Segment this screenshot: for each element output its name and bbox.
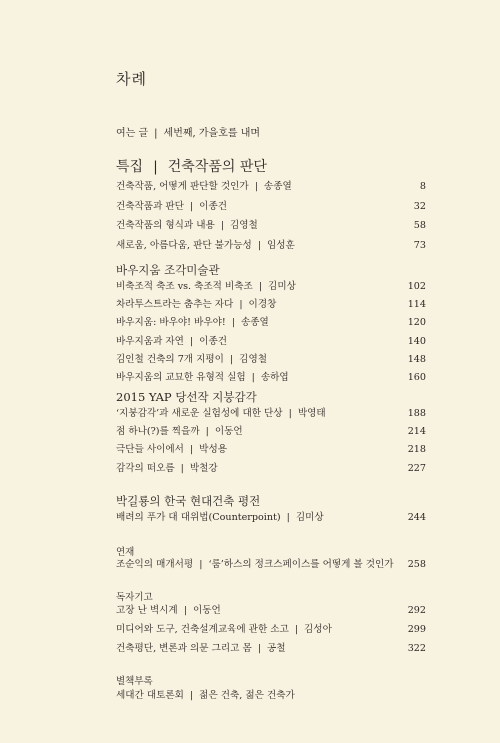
toc-entry[interactable] [116,689,426,703]
entry-author: 박성용 [199,444,227,456]
divider: | [180,462,184,474]
divider: | [189,335,194,347]
divider: | [205,426,209,438]
intro-label: 여는 글 [116,128,149,139]
intro-title: 세번째, 가을호를 내며 [163,128,261,139]
entry-page-number: 114 [407,299,426,311]
section-header-supplement: 별책부록 [116,676,153,687]
entry-text [116,353,267,367]
toc-entry[interactable] [116,407,426,421]
entry-page-number: 188 [407,408,426,419]
toc-entry[interactable] [116,558,426,572]
divider: | [220,220,225,231]
entry-author: 이종건 [199,200,227,212]
section-header-park: 박길룡의 한국 현대건축 평전 [116,494,261,508]
entry-text [116,425,243,439]
entry-text [116,280,296,294]
entry-title: 감각의 떠오름 [116,462,175,474]
toc-entry[interactable] [116,335,426,349]
toc-entry[interactable] [116,511,426,525]
divider: | [257,239,261,251]
divider: | [257,643,261,654]
entry-page-number: 227 [407,462,426,474]
entry-title: 조순익의 매개서평 [116,559,194,570]
entry-page-number: 244 [407,512,426,523]
entry-author: 박철강 [189,462,218,474]
entry-title: 건축작품의 형식과 내용 [116,220,215,231]
entry-author: 젊은 건축, 젊은 건축가 [199,690,295,701]
toc-entry[interactable] [116,604,426,618]
entry-page-number: 8 [419,181,426,192]
toc-entry[interactable] [116,425,426,439]
entry-text [116,335,227,349]
divider: | [231,317,235,329]
divider: | [189,444,194,456]
divider: | [153,159,158,175]
section-header-bauhaus: 바우지움 조각미술관 [116,263,220,277]
entry-page-number: 32 [413,200,426,212]
entry-page-number: 258 [407,559,426,570]
entry-author: 김미상 [268,281,296,292]
entry-title: 건축평단, 변론과 의문 그리고 몸 [116,643,252,654]
toc-entry[interactable] [116,443,426,457]
entry-title: 세대간 대토론회 [116,690,184,701]
entry-author: 김영철 [239,353,267,365]
entry-title: ‘지붕감각’과 새로운 실험성에 대한 단상 [116,408,283,419]
entry-text [116,443,227,457]
entry-page-number: 299 [407,624,426,635]
divider: | [183,605,187,616]
entry-text [116,180,292,194]
entry-page-number: 140 [407,335,426,347]
divider: | [199,559,203,570]
entry-page-number: 73 [413,239,426,251]
divider: | [239,299,243,311]
entry-title: 바우지움과 자연 [116,335,184,347]
toc-entry[interactable] [116,219,426,233]
entry-text [116,298,276,312]
section-header-serial: 연재 [116,547,135,558]
entry-title: 건축작품과 판단 [116,200,184,212]
divider: | [189,690,194,701]
section-title: 건축작품의 판단 [167,159,267,175]
entry-page-number: 160 [407,372,426,383]
page-title: 차례 [116,70,147,88]
divider: | [189,200,194,212]
divider: | [286,512,290,523]
entry-author: 이동언 [192,605,221,616]
entry-page-number: 292 [407,605,426,616]
entry-text [116,316,269,330]
entry-page-number: 148 [407,353,426,365]
toc-entry[interactable] [116,642,426,656]
divider: | [288,408,292,419]
divider: | [251,372,255,383]
section-header-feature [116,156,267,176]
entry-text [116,407,326,421]
entry-author: 공철 [266,643,286,654]
entry-title: 건축작품, 어떻게 판단할 것인가 [116,181,249,192]
entry-text [116,689,295,703]
entry-text [116,642,286,656]
entry-author: 송종열 [263,181,292,192]
entry-author: 이종건 [199,335,227,347]
entry-author: ‘룸’하스의 정크스페이스를 어떻게 볼 것인가 [208,559,394,570]
section-header-yap: 2015 YAP 당선작 지붕감각 [116,390,257,404]
entry-text [116,371,289,385]
entry-author: 송하엽 [260,372,289,383]
toc-entry[interactable] [116,462,426,476]
toc-entry[interactable] [116,316,426,330]
divider: | [229,353,234,365]
entry-page-number: 214 [407,426,426,438]
toc-entry[interactable] [116,200,426,214]
toc-entry[interactable] [116,371,426,385]
toc-entry[interactable] [116,353,426,367]
entry-text [116,558,394,572]
entry-author: 김영철 [230,220,258,231]
entry-text [116,239,295,253]
entry-author: 임성훈 [266,239,295,251]
entry-author: 김미상 [295,512,324,523]
entry-page-number: 102 [407,281,426,292]
entry-text [116,219,258,233]
divider: | [154,128,158,139]
divider: | [258,281,263,292]
entry-page-number: 120 [407,317,426,329]
entry-author: 김성아 [304,624,332,635]
entry-author: 박영태 [297,408,326,419]
entry-page-number: 218 [407,444,426,456]
entry-page-number: 58 [413,220,426,231]
entry-title: 비축조적 축조 vs. 축조적 비축조 [116,281,253,292]
entry-title: 바우지움의 교묘한 유형적 실험 [116,372,246,383]
entry-text [116,511,324,525]
entry-title: 미디어와 도구, 건축설계교육에 관한 소고 [116,624,289,635]
entry-text [116,623,332,637]
entry-text [116,462,218,476]
entry-title: 새로움, 아름다움, 판단 불가능성 [116,239,252,251]
entry-text [116,604,221,618]
entry-page-number: 322 [407,643,426,654]
section-header-reader: 독자기고 [116,592,153,603]
toc-entry[interactable] [116,623,426,637]
section-label: 특집 [116,159,144,175]
toc-entry[interactable] [116,180,426,194]
entry-title: 김인철 건축의 7개 지평이 [116,353,224,365]
entry-author: 이경창 [248,299,277,311]
entry-title: 배려의 푸가 대 대위법(Counterpoint) [116,512,281,523]
divider: | [254,181,258,192]
entry-author: 송종열 [240,317,269,329]
entry-title: 점 하나(?)를 찍을까 [116,426,200,438]
toc-entry[interactable] [116,239,426,253]
entry-author: 이동언 [214,426,243,438]
intro-entry[interactable] [116,124,260,139]
entry-title: 차라투스트라는 춤추는 자다 [116,299,234,311]
toc-entry[interactable] [116,298,426,312]
entry-title: 바우지움: 바우야! 바우야! [116,317,226,329]
entry-title: 고장 난 벽시계 [116,605,178,616]
divider: | [294,624,299,635]
entry-text [116,200,227,214]
toc-entry[interactable] [116,280,426,294]
entry-title: 극단들 사이에서 [116,444,184,456]
